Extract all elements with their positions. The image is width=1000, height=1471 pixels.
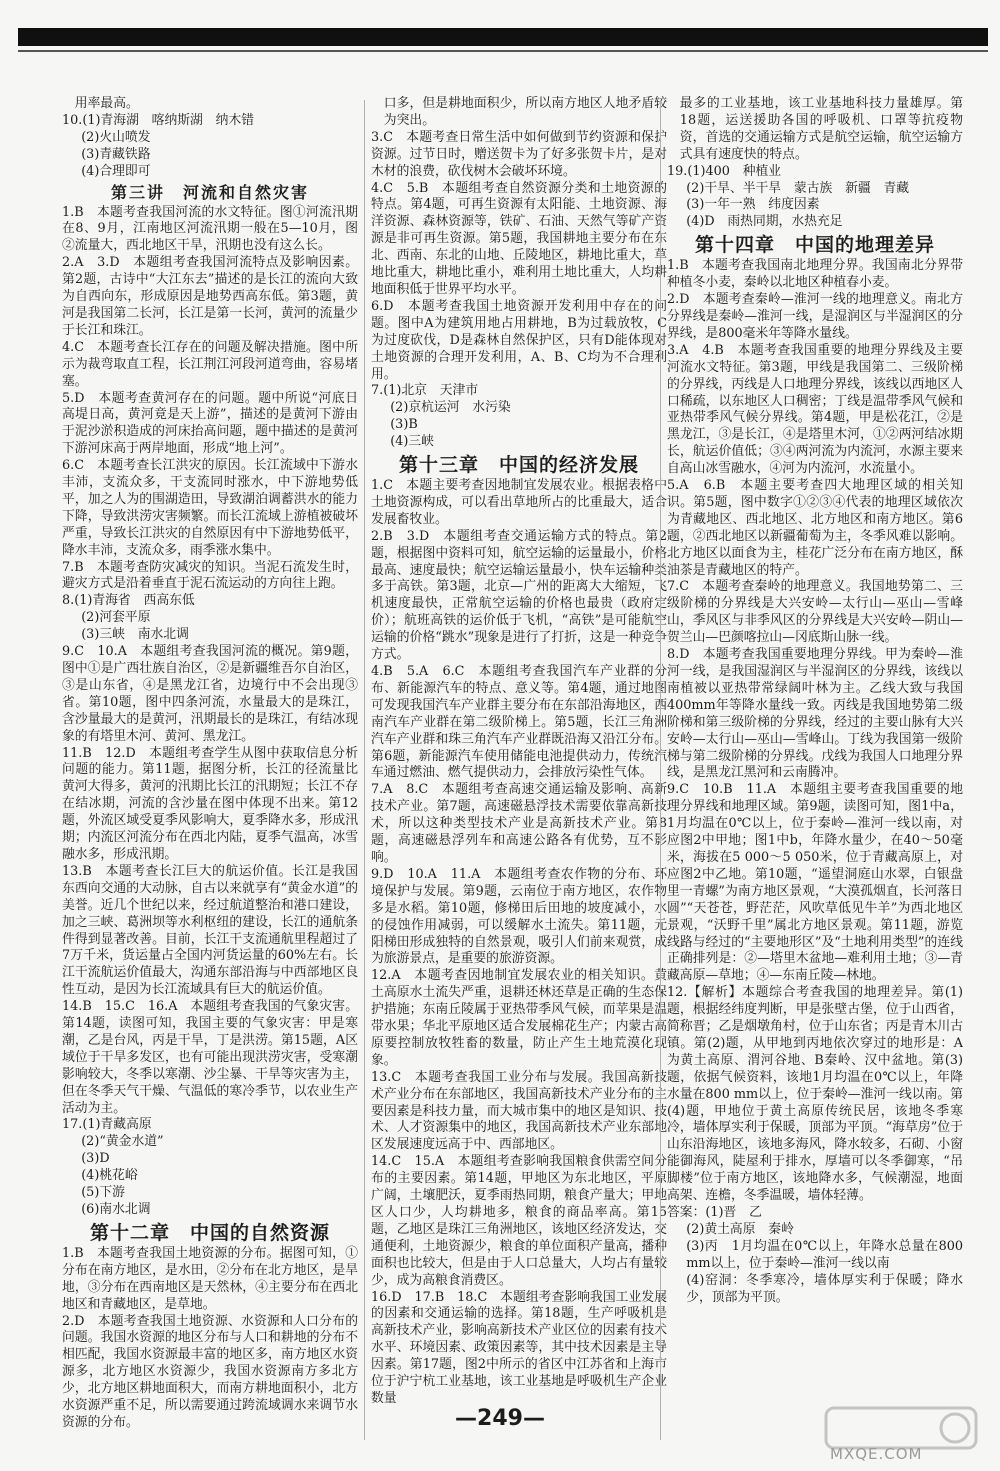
answer-paragraph: 13.C 本题考查我国工业分布与发展。我国高新技术产业分布在东部地区，我国高新技术产业分布的主要因素是科技力量，而大城市集中的地区是知识、技术、人才资源集中的地区，我国高新技术产业东部地区发展速度远高于中、西部地区。 (371, 1069, 667, 1153)
watermark-text: MXQE.COM (830, 1445, 923, 1463)
answer-paragraph: 16.D 17.B 18.C 本题组考查影响我国工业发展的因素和交通运输的选择。第18题，生产呼吸机是高新技术产业，影响高新技术产业区位的因素有技术水平、环境因素、政策因素等，其中技术因素是主导因素。第17题，图2中所示的省区中江苏省和上海市位于沪宁杭工业基地，该工业基地是呼吸机生产企业数量 (371, 1289, 667, 1406)
answer-paragraph: 7.A 8.C 本题组考查高速交通运输及影响、高新技术产业。第7题，高速磁悬浮技术需要依靠高新技术，所以这种类型技术产业是高新技术产业。第8题，高速磁悬浮列车和高速公路各有优势，互不影响。 (371, 782, 667, 865)
answer-paragraph: 4.C 5.B 本题组考查自然资源分类和土地资源的特点。第4题，可再生资源有太阳能、土地资源、海洋资源、森林资源等，铁矿、石油、天然气等矿产资源是非可再生资源。第5题，我国耕地主要分布在东北、西南、东北的山地、丘陵地区，耕地比重大，草地比重大，耕地比重小，难利用土地比重大，人均耕地面积低于世界平均水平。 (371, 180, 667, 297)
answer-paragraph: (3)D (81, 1151, 110, 1167)
answer-paragraph: 答案：(1)晋 乙 (667, 1205, 762, 1220)
answer-paragraph: 17.(1)青藏高原 (62, 1117, 152, 1133)
answer-column-3 (667, 96, 963, 1306)
answer-paragraph: (3)B (390, 417, 418, 433)
answer-paragraph: 1.B 本题考查我国南北地理分界。我国南北分界带种植冬小麦，秦岭以北地区种植春小麦。 (667, 258, 963, 291)
answer-paragraph: 14.C 15.A 本题组考查影响我国粮食供需空间分布的主要因素。第14题，甲地区为东北地区，平原广阔，土壤肥沃，夏季雨热同期，粮食产量大；甲地区人口少，人均耕地多，粮食的商品率高。第15题，乙地区是珠江三角洲地区，该地区经济发达，交通便利，土地资源少，粮食的单位面积产量高，播种面积也比较大，但是由于人口总量大，人均占有量较少，成为高粮食消费区。 (371, 1154, 667, 1288)
answer-paragraph: 6.C 本题考查长江洪灾的原因。长江流域中下游水丰沛，支流众多，干支流同时涨水，中下游地势低平，加之人为的围湖造田，导致湖泊调蓄洪水的能力下降，导致洪涝灾害频繁。而长江流域上游植被破坏严重，导致长江洪灾的自然原因有中下游地势低平，降水丰沛，支流众多，雨季涨水集中。 (62, 458, 358, 558)
answer-paragraph: 2.D 本题考查秦岭—淮河一线的地理意义。南北方分界线是秦岭—淮河一线，是湿润区与半湿润区的分界线，是800毫米年等降水量线。 (667, 292, 963, 341)
answer-paragraph: (4)窑洞：冬季寒冷，墙体厚实利于保暖；降水少，顶部为平顶。 (686, 1272, 963, 1305)
answer-paragraph: 9.D 10.A 11.A 本题组考查农作物的分布、环境保护与发展。第9题，云南位于南方地区，农作物多是水稻。第10题，修梯田后田地的坡度减小，水的侵蚀作用减弱，可以缓解水土流失。第11题，元阳梯田形成独特的自然景观，吸引人们前来观赏，成为旅游景点，是重要的旅游资源。 (371, 866, 667, 967)
answer-paragraph: 12.A 本题考查因地制宜发展农业的相关知识。黄土高原水土流失严重，退耕还林还草是正确的生态保护措施；东南丘陵属于亚热带季风气候，而苹果是温带水果；华北平原地区适合发展棉花生产；内蒙古高原要控制放牧牲畜的数量，防止产生土地荒漠化现象。 (371, 968, 667, 1068)
answer-paragraph: (4)D 雨热同期，水热充足 (686, 214, 843, 230)
answer-paragraph: 5.D 本题考查黄河存在的问题。题中所说“河底日高堤日高，黄河竟是天上游”，描述的是黄河下游由于泥沙淤积造成的河床抬高问题，题中描述的是黄河下游河床高于两岸地面，形成“地上河”。 (62, 390, 358, 457)
answer-paragraph: 4.C 本题考查长江存在的问题及解决措施。图中所示为裁弯取直工程，长江荆江河段河道弯曲，容易堵塞。 (62, 339, 358, 389)
answer-paragraph: (6)南水北调 (81, 1202, 151, 1217)
answer-column-1 (62, 96, 358, 1432)
answer-paragraph: 3.A 4.B 本题考查我国重要的地理分界线及主要河流水文特征。第3题，甲线是我国第二、三级阶梯的分界线，丙线是人口地理分界线，该线以西地区人口稀疏，以东地区人口稠密；丁线是温带季风气候和亚热带季风气候分界线。第4题，甲是松花江，②是黑龙江，③是长江，④是塔里木河，①②两河结冰期长，航运价值低；③④两河流为内流河，水源主要来自高山冰雪融水，④河为内流河，水流量小。 (667, 342, 963, 477)
answer-paragraph: 13.B 本题考查长江巨大的航运价值。长江是我国东西向交通的大动脉，自古以来就享有“黄金水道”的美誉。近几个世纪以来，经过航道整治和港口建设，加之三峡、葛洲坝等水利枢纽的建设，长江的通航条件得到显著改善。目前，长江干支流通航里程超过了7万千米，货运量占全国内河货运量的60%左右。长江干流航运价值最大，沟通东部沿海与中西部地区良性互动，是因为长江流域具有巨大的航运价值。 (62, 863, 358, 998)
chapter-title: 第十二章 中国的自然资源 (89, 1221, 330, 1244)
answer-paragraph: 7.B 本题考查防灾减灾的知识。当泥石流发生时，避灾方式是沿着垂直于泥石流运动的方向往上跑。 (62, 559, 358, 592)
answer-paragraph: 用率最高。 (74, 96, 139, 111)
answer-paragraph: 7.(1)北京 天津市 (371, 383, 479, 399)
answer-paragraph: 4.B 5.A 6.C 本题组考查我国汽车产业群的分布、新能源汽车的特点、意义等。第4题，通过地图可发现我国汽车产业群主要分布在东部沿海地区，西南汽车产业群在第二级阶梯上。第5题，长江三角洲汽车产业群和珠三角汽车产业群既沿海又沿江分布。第6题，新能源汽车使用储能电池提供动力，传统汽车通过燃油、燃气提供动力，会排放污染性气体。 (371, 664, 667, 781)
chapter-title: 第十三章 中国的经济发展 (398, 454, 639, 477)
answer-paragraph: (2)京杭运河 水污染 (390, 400, 511, 416)
answer-paragraph: 10.(1)青海湖 喀纳斯湖 纳木错 (62, 112, 255, 128)
answer-paragraph: (2)干旱、半干旱 蒙古族 新疆 青藏 (686, 180, 910, 196)
answer-paragraph: (4)桃花峪 (81, 1168, 138, 1184)
answer-paragraph: (2)“黄金水道” (81, 1134, 164, 1150)
answer-paragraph: 1.B 本题考查我国土地资源的分布。据图可知，①分布在南方地区，是水田，②分布在北方地区，是旱地，③分布在西南地区是天然林，④主要分布在西北地区和青藏地区，是草地。 (62, 1245, 358, 1312)
answer-paragraph: 最多的工业基地，该工业基地科技力量雄厚。第18题，运送援助各国的呼吸机、口罩等抗疫物资，首选的交通运输方式是航空运输，航空运输方式具有速度快的特点。 (679, 96, 963, 162)
answer-paragraph: 2.A 3.D 本题组考查我国河流特点及影响因素。第2题，古诗中“大江东去”描述的是长江的流向大致为自西向东，形成原因是地势西高东低。第3题，黄河是我国第二长河，长江是第一长河，黄河的流量少于长江和珠江。 (62, 255, 358, 338)
answer-paragraph: 12.【解析】本题综合考查我国的地理差异。第(1)题，根据经纬度判断，甲是张壁古堡，位于山西省，简称晋；乙是烟墩角村，位于山东省；丙是青木川古镇。第(2)题，从甲地到丙地依次穿过的地形是：A为黄土高原、渭河谷地、B秦岭、汉中盆地。第(3)题，依据气候资料，该地1月均温在0℃以上，年降水量在800 mm以上，位于秦岭—淮河一线以南。第(4)题，甲地位于黄土高原传统民居，该地冬季寒冷，墙体厚实利于保暖，顶部为平顶。“海草房”位于山东沿海地区，该地多海风，降水较多，石砌、小窗能御海风，陡屋利于排水，厚墙可以冬季御寒，“吊脚楼”位于南方地区，该地降水多，气候潮湿，地面高架、连檐，冬季温暖，墙体轻薄。 (667, 985, 963, 1204)
answer-paragraph: 5.A 6.B 本题主要考查四大地理区域的相关知识。第5题，图中数字①②③④代表的地理区域依次为青藏地区、西北地区、北方地区和南方地区。第6题，②西北地区以新疆葡萄为主，冬季风难以影响。北方地区以面食为主，桂花广泛分布在南方地区，酥油茶是青藏地区的特产。 (667, 478, 963, 578)
answer-paragraph: 14.B 15.C 16.A 本题组考查我国的气象灾害。第14题，读图可知，我国主要的气象灾害：甲是寒潮，乙是台风，丙是干旱，丁是洪涝。第15题，A区域位于干旱多发区，也有可能出现洪涝灾害，受寒潮影响较大，冬季以寒潮、沙尘暴、干旱等灾害为主，但在冬季天气干燥、气温低的寒冷季节，以农业生产活动为主。 (62, 999, 358, 1116)
answer-paragraph: (2)火山喷发 (81, 129, 151, 145)
answer-paragraph: (3)丙 1月均温在0℃以上，年降水总量在800 mm以上，位于秦岭—淮河一线以南 (686, 1238, 963, 1271)
answer-paragraph: (4)合理即可 (81, 163, 151, 179)
answer-paragraph: 1.C 本题主要考查因地制宜发展农业。根据表格中土地资源构成，可以看出草地所占的比重最大，适合发展畜牧业。 (371, 478, 667, 527)
answer-paragraph: (3)三峡 南水北调 (81, 627, 189, 643)
column-divider (364, 100, 365, 1440)
lesson-title: 第三讲 河流和自然灾害 (110, 182, 309, 202)
answer-paragraph: 9.C 10.A 本题组考查我国河流的概况。第9题，图中①是广西壮族自治区，②是新疆维吾尔自治区，③是山东省，④是黑龙江省，边境行中不会出现③省。第10题，图中四条河流，水量最大的是珠江，含沙量最大的是黄河，汛期最长的是珠江，有结冰现象的有塔里木河、黄河、黑龙江。 (62, 644, 358, 744)
chapter-title: 第十四章 中国的地理差异 (694, 234, 935, 257)
answer-column-2 (371, 96, 667, 1408)
answer-paragraph: 7.C 本题考查秦岭的地理意义。我国地势第二、三级阶梯的分界线是大兴安岭—太行山—巫山—雪峰山，季风区与非季风区的分界线是大兴安岭—阴山—贺兰山—巴颜喀拉山—冈底斯山脉一线。 (667, 579, 963, 646)
page-number: —249— (455, 1406, 545, 1431)
answer-paragraph: (3)一年一熟 纬度因素 (686, 197, 820, 213)
column-divider (660, 100, 661, 1440)
answer-paragraph: 口多，但是耕地面积少，所以南方地区人地矛盾较为突出。 (383, 96, 667, 128)
answer-paragraph: (3)青藏铁路 (81, 146, 151, 162)
answer-paragraph: 1.B 本题考查我国河流的水文特征。图①河流汛期在8、9月，江南地区河流汛期一般在5—10月，图②流量大，西北地区干旱，汛期也没有这么长。 (62, 204, 358, 254)
answer-paragraph: 8.D 本题考查我国重要地理分界线。甲为秦岭—淮河一线，是我国湿润区与半湿润区的分界线，该线以南植被以亚热带常绿阔叶林为主。乙线大致与我国400mm年等降水量线一致。丙线是我国地势第二级阶梯和第三级阶梯的分界线，经过的主要山脉有大兴安岭—太行山—巫山—雪峰山。丁线为我国第一级阶梯与第二级阶梯的分界线。戊线为我国人口地理分界线，是黑龙江黑河和云南腾冲。 (667, 647, 963, 781)
answer-paragraph: 11.B 12.D 本题组考查学生从图中获取信息分析问题的能力。第11题，据图分析，长江的径流量比黄河大得多，黄河的汛期比长江的汛期短；长江不存在结冰期，河流的含沙量在图中体现不出来。第12题，外流区域受夏季风影响大，夏季降水多，形成汛期；内流区河流分布在西北内陆，夏季气温高，冰雪融水多，形成汛期。 (62, 745, 358, 862)
answer-paragraph: 6.D 本题考查我国土地资源开发利用中存在的问题。图中A为建筑用地占用耕地，B为过载放牧，C为过度砍伐，D是森林自然保护区，只有D能体现对土地资源的合理开发利用，A、B、C均为不合理利用。 (371, 298, 667, 382)
header-rule (18, 50, 988, 52)
answer-paragraph: (2)河套平原 (81, 610, 151, 626)
answer-paragraph: 2.B 3.D 本题组考查交通运输方式的特点。第2题，根据图中资料可知，航空运输的运量最小，价格最高、速度最快；航空运输运量最小，快车运输种类多于高铁。第3题，北京—广州的距离大大缩短，飞机速度最快，正常航空运输的价格也最贵（政府定价）；航班高铁的运价低于飞机，“高铁”是可能航空运输的价格“跳水”现象是进行了打折，这是一种竞争方式。 (371, 528, 667, 663)
answer-paragraph: (5)下游 (81, 1185, 125, 1201)
answer-paragraph: (2)黄土高原 秦岭 (686, 1221, 794, 1237)
answer-paragraph: 2.D 本题考查我国土地资源、水资源和人口分布的问题。我国水资源的地区分布与人口和耕地的分布不相匹配，我国水资源最丰富的地区多，南方地区水资源多，北方地区水资源少，我国水资源南方多北方少，北方地区耕地面积大，而南方耕地面积小，北方水资源严重不足，所以需要通过跨流域调水来调节水资源的分布。 (62, 1313, 358, 1430)
answer-paragraph: (4)三峡 (390, 434, 434, 450)
answer-paragraph: 9.C 10.B 11.A 本题组主要考查我国重要的地理分界线和地理区域。第9题，读图可知，图1中a，1月均温在0℃以上，位于秦岭—淮河一线以南，对应图2中甲地；图1中b，年降水量少，在40～50毫米，海拔在5 000～5 050米，位于青藏高原上，对应图2中乙地。第10题，“遥望洞庭山水翠，白银盘里一青螺”为南方地区景观，“大漠孤烟直，长河落日圆”“天苍苍，野茫茫，风吹草低见牛羊”为西北地区景观，“沃野千里”属北方地区景观。第11题，游览线路与经过的“主要地形区”及“土地利用类型”的连线正确排列是：②—塔里木盆地—难利用土地；③—青藏高原—草地；④—东南丘陵—林地。 (667, 782, 963, 984)
answer-paragraph: 3.C 本题考查日常生活中如何做到节约资源和保护资源。过节日时，赠送贺卡为了好多张贺卡片，是对木材的浪费，砍伐树木会破坏环境。 (371, 129, 667, 179)
answer-paragraph: 19.(1)400 种植业 (667, 163, 782, 179)
header-bar (18, 28, 988, 46)
answer-paragraph: 8.(1)青海省 西高东低 (62, 593, 195, 609)
